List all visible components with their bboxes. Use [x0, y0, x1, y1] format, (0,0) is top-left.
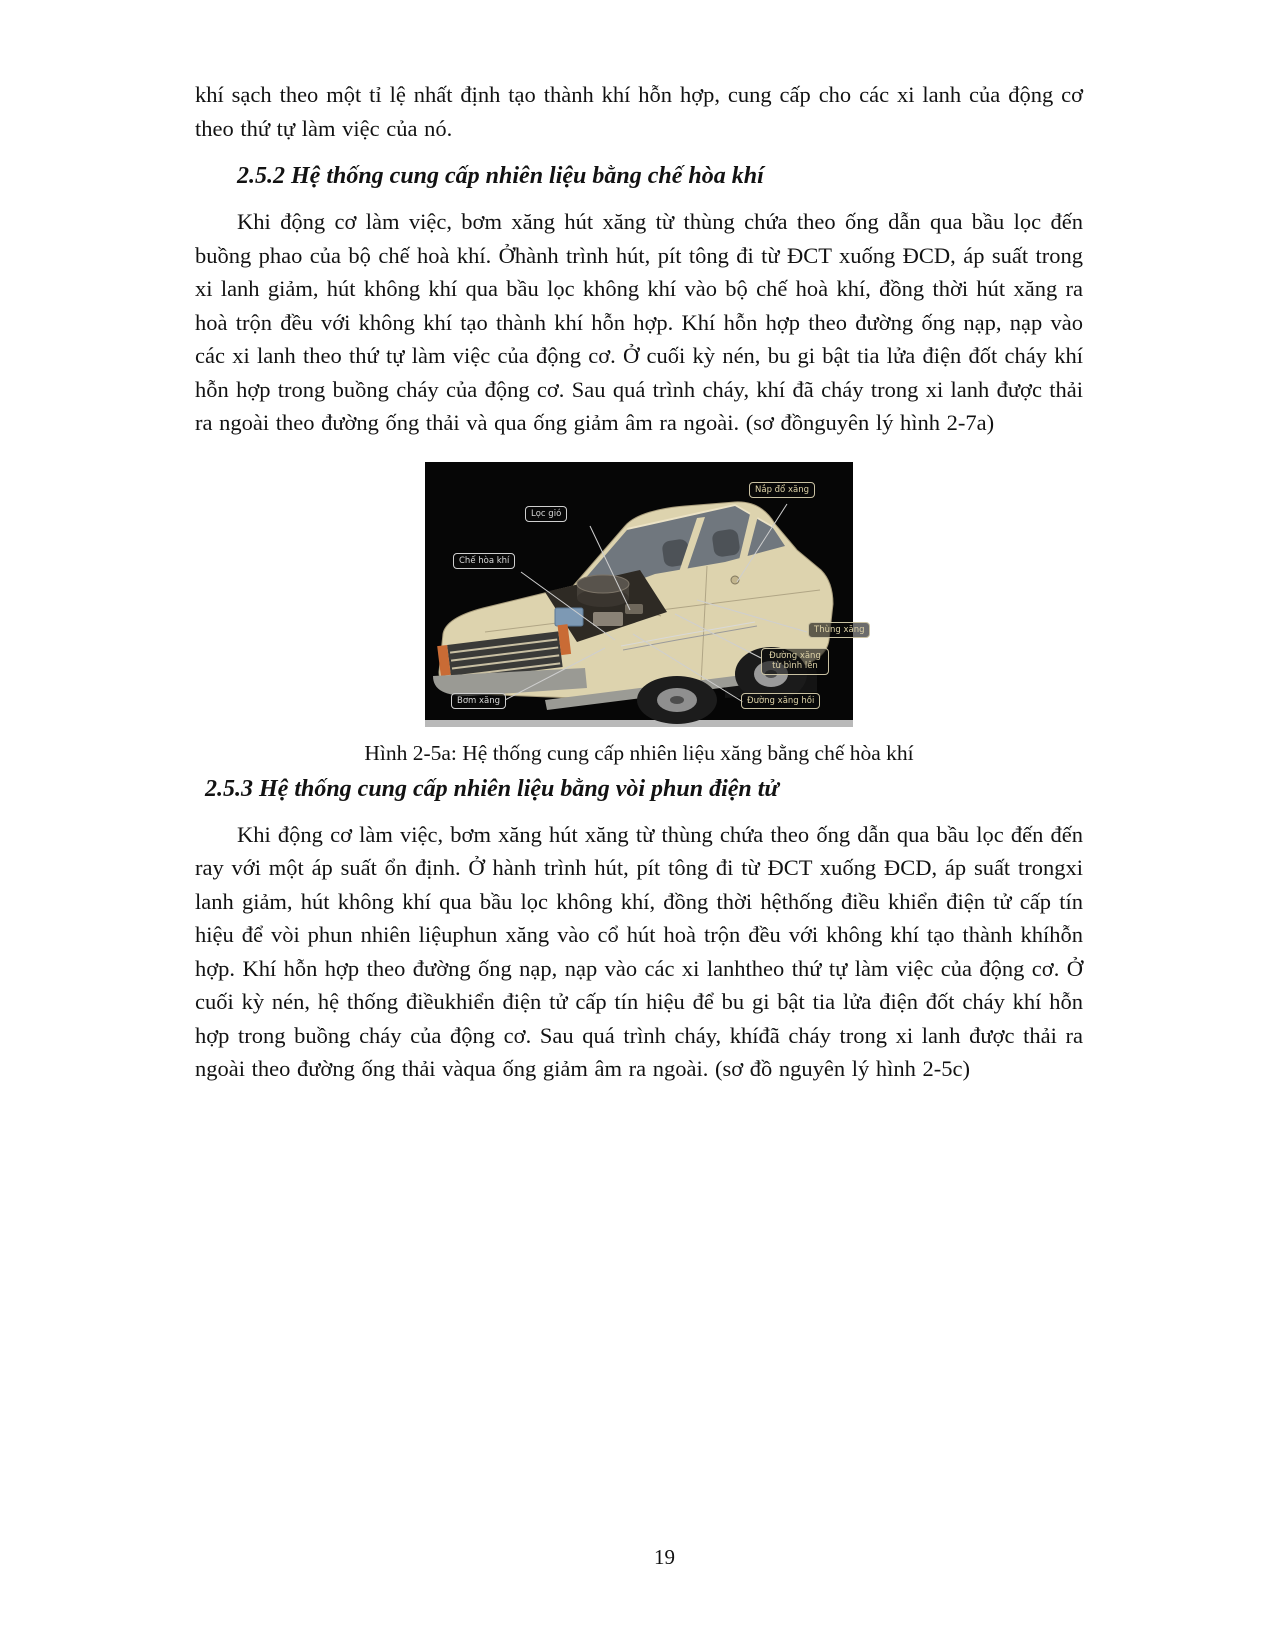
car-cutaway-image [425, 462, 865, 727]
figure-caption: Hình 2-5a: Hệ thống cung cấp nhiên liệu xăng bằng chế hòa khí [364, 740, 914, 765]
fig-label-duong-xang-tu-binh-len: Đường xăng từ bình lên [761, 648, 829, 675]
fig-label-nap-do-xang: Nắp đổ xăng [749, 482, 815, 499]
car-illustration-svg [425, 462, 853, 727]
section-252-heading: 2.5.2 Hệ thống cung cấp nhiên liệu bằng chế hòa khí [237, 163, 764, 189]
section-252-body: Khi động cơ làm việc, bơm xăng hút xăng từ thùng chứa theo ống dẫn qua bầu lọc đến buồng phao của bộ chế hoà khí. Ởhành trình hút, pít tông đi từ ĐCT xuống ĐCD, áp suất trong xi lanh giảm, hút không khí qua bầu lọc không khí vào bộ chế hoà khí, đồng thời hút xăng ra hoà trộn đều với không khí tạo thành khí hỗn hợp. Khí hỗn hợp theo đường ống nạp, nạp vào các xi lanh theo thứ tự làm việc của động cơ. Ở cuối kỳ nén, bu gi bật tia lửa điện đốt cháy khí hỗn hợp trong buồng cháy của động cơ. Sau quá trình cháy, khí đã cháy trong xi lanh được thải ra ngoài theo đường ống thải và qua ống giảm âm ra ngoài. (sơ đồnguyên lý hình 2-7a) [195, 209, 1083, 435]
figure-2-5a [195, 462, 1083, 766]
intro-paragraph: khí sạch theo một tỉ lệ nhất định tạo thành khí hỗn hợp, cung cấp cho các xi lanh của động cơ theo thứ tự làm việc của nó. [195, 82, 1083, 141]
fig-label-che-hoa-khi: Chế hòa khí [453, 553, 515, 570]
fig-label-duong-xang-hoi: Đường xăng hồi [741, 693, 820, 710]
page-number: 19 [654, 1545, 675, 1569]
fig-label-thung-xang: Thùng xăng [808, 622, 870, 639]
section-253-heading: 2.5.3 Hệ thống cung cấp nhiên liệu bằng vòi phun điện tử [205, 775, 779, 802]
fig-label-bom-xang: Bơm xăng [451, 693, 506, 710]
fig-label-loc-gio: Lọc gió [525, 506, 567, 523]
section-253-body: Khi động cơ làm việc, bơm xăng hút xăng từ thùng chứa theo ống dẫn qua bầu lọc đến đến ray với một áp suất ổn định. Ở hành trình hút, pít tông đi từ ĐCT xuống ĐCD, áp suất trongxi lanh giảm, hút không khí qua bầu lọc không khí, đồng thời hệthống điều khiển điện tử cấp tín hiệu để vòi phun nhiên liệuphun xăng vào cổ hút hoà trộn đều với không khí tạo thành khíhỗn hợp. Khí hỗn hợp theo đường ống nạp, nạp vào các xi lanhtheo thứ tự làm việc của động cơ. Ở cuối kỳ nén, hệ thống điềukhiển điện tử cấp tín hiệu để bu gi bật tia lửa điện đốt cháy khí hỗn hợp trong buồng cháy của động cơ. Sau quá trình cháy, khíđã cháy trong xi lanh được thải ra ngoài theo đường ống thải vàqua ống giảm âm ra ngoài. (sơ đồ nguyên lý hình 2-5c) [195, 821, 1083, 1081]
